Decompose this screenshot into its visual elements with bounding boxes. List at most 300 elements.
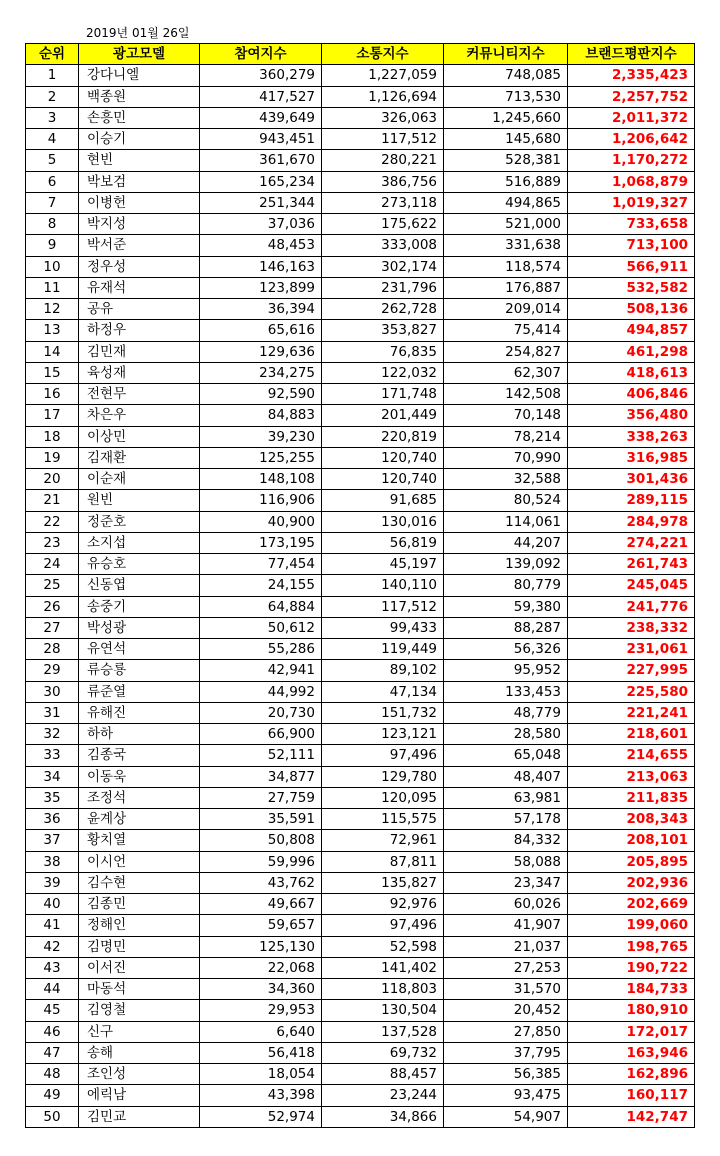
table-row	[26, 575, 695, 596]
cell-communication: 56,819	[322, 532, 444, 553]
cell-community: 254,827	[444, 341, 568, 362]
cell-communication: 386,756	[322, 171, 444, 192]
cell-rank: 35	[26, 787, 79, 808]
cell-community: 114,061	[444, 511, 568, 532]
cell-model: 조정석	[79, 787, 200, 808]
cell-rank: 11	[26, 277, 79, 298]
cell-communication: 87,811	[322, 851, 444, 872]
table-row	[26, 447, 695, 468]
table-row	[26, 362, 695, 383]
cell-model: 김명민	[79, 936, 200, 957]
cell-community: 713,530	[444, 86, 568, 107]
cell-community: 23,347	[444, 872, 568, 893]
cell-communication: 326,063	[322, 107, 444, 128]
cell-model: 현빈	[79, 150, 200, 171]
cell-model: 박보검	[79, 171, 200, 192]
cell-rank: 19	[26, 447, 79, 468]
cell-community: 78,214	[444, 426, 568, 447]
cell-communication: 273,118	[322, 192, 444, 213]
cell-participation: 59,996	[200, 851, 322, 872]
table-row	[26, 936, 695, 957]
cell-brand-index: 289,115	[568, 490, 695, 511]
cell-community: 80,779	[444, 575, 568, 596]
cell-participation: 129,636	[200, 341, 322, 362]
cell-brand-index: 208,343	[568, 809, 695, 830]
cell-community: 70,148	[444, 405, 568, 426]
cell-community: 95,952	[444, 660, 568, 681]
cell-participation: 6,640	[200, 1021, 322, 1042]
cell-communication: 151,732	[322, 702, 444, 723]
cell-community: 63,981	[444, 787, 568, 808]
table-row	[26, 171, 695, 192]
table-row	[26, 1042, 695, 1063]
cell-community: 44,207	[444, 532, 568, 553]
cell-brand-index: 221,241	[568, 702, 695, 723]
cell-communication: 69,732	[322, 1042, 444, 1063]
cell-community: 57,178	[444, 809, 568, 830]
cell-brand-index: 356,480	[568, 405, 695, 426]
cell-participation: 360,279	[200, 65, 322, 86]
cell-rank: 1	[26, 65, 79, 86]
header-participation: 참여지수	[200, 44, 322, 65]
cell-community: 133,453	[444, 681, 568, 702]
cell-communication: 118,803	[322, 979, 444, 1000]
table-row	[26, 957, 695, 978]
cell-rank: 26	[26, 596, 79, 617]
cell-participation: 234,275	[200, 362, 322, 383]
cell-participation: 34,360	[200, 979, 322, 1000]
table-row	[26, 107, 695, 128]
table-row	[26, 851, 695, 872]
cell-model: 유승호	[79, 554, 200, 575]
table-row	[26, 1064, 695, 1085]
cell-brand-index: 418,613	[568, 362, 695, 383]
cell-community: 54,907	[444, 1106, 568, 1127]
table-row	[26, 277, 695, 298]
cell-model: 박지성	[79, 214, 200, 235]
cell-brand-index: 238,332	[568, 617, 695, 638]
cell-model: 정우성	[79, 256, 200, 277]
cell-community: 62,307	[444, 362, 568, 383]
cell-rank: 16	[26, 384, 79, 405]
cell-participation: 43,762	[200, 872, 322, 893]
table-row	[26, 596, 695, 617]
table-row	[26, 469, 695, 490]
cell-brand-index: 274,221	[568, 532, 695, 553]
cell-participation: 56,418	[200, 1042, 322, 1063]
cell-model: 유재석	[79, 277, 200, 298]
cell-brand-index: 338,263	[568, 426, 695, 447]
cell-community: 142,508	[444, 384, 568, 405]
cell-communication: 262,728	[322, 299, 444, 320]
cell-participation: 55,286	[200, 639, 322, 660]
cell-brand-index: 184,733	[568, 979, 695, 1000]
table-row	[26, 681, 695, 702]
cell-participation: 52,974	[200, 1106, 322, 1127]
cell-community: 59,380	[444, 596, 568, 617]
table-row	[26, 1106, 695, 1127]
cell-community: 93,475	[444, 1085, 568, 1106]
cell-community: 118,574	[444, 256, 568, 277]
cell-model: 소지섭	[79, 532, 200, 553]
header-row	[26, 44, 695, 65]
cell-model: 유연석	[79, 639, 200, 660]
table-row	[26, 787, 695, 808]
cell-communication: 52,598	[322, 936, 444, 957]
cell-brand-index: 160,117	[568, 1085, 695, 1106]
cell-brand-index: 566,911	[568, 256, 695, 277]
cell-participation: 35,591	[200, 809, 322, 830]
cell-participation: 43,398	[200, 1085, 322, 1106]
cell-communication: 115,575	[322, 809, 444, 830]
cell-model: 송해	[79, 1042, 200, 1063]
cell-rank: 10	[26, 256, 79, 277]
cell-communication: 122,032	[322, 362, 444, 383]
cell-participation: 48,453	[200, 235, 322, 256]
cell-participation: 39,230	[200, 426, 322, 447]
cell-model: 마동석	[79, 979, 200, 1000]
cell-communication: 97,496	[322, 915, 444, 936]
table-row	[26, 426, 695, 447]
cell-rank: 25	[26, 575, 79, 596]
cell-participation: 27,759	[200, 787, 322, 808]
cell-communication: 130,504	[322, 1000, 444, 1021]
table-row	[26, 766, 695, 787]
cell-community: 145,680	[444, 129, 568, 150]
cell-rank: 37	[26, 830, 79, 851]
cell-community: 56,326	[444, 639, 568, 660]
cell-community: 331,638	[444, 235, 568, 256]
cell-participation: 251,344	[200, 192, 322, 213]
cell-community: 80,524	[444, 490, 568, 511]
cell-communication: 47,134	[322, 681, 444, 702]
table-row	[26, 660, 695, 681]
cell-rank: 31	[26, 702, 79, 723]
cell-communication: 171,748	[322, 384, 444, 405]
cell-community: 27,253	[444, 957, 568, 978]
cell-participation: 44,992	[200, 681, 322, 702]
cell-communication: 201,449	[322, 405, 444, 426]
cell-model: 조인성	[79, 1064, 200, 1085]
cell-rank: 3	[26, 107, 79, 128]
cell-rank: 33	[26, 745, 79, 766]
table-row	[26, 320, 695, 341]
cell-community: 28,580	[444, 724, 568, 745]
table-row	[26, 341, 695, 362]
cell-rank: 47	[26, 1042, 79, 1063]
cell-community: 41,907	[444, 915, 568, 936]
cell-model: 육성재	[79, 362, 200, 383]
cell-brand-index: 2,011,372	[568, 107, 695, 128]
cell-rank: 29	[26, 660, 79, 681]
cell-rank: 4	[26, 129, 79, 150]
cell-community: 65,048	[444, 745, 568, 766]
cell-rank: 23	[26, 532, 79, 553]
cell-rank: 21	[26, 490, 79, 511]
cell-communication: 99,433	[322, 617, 444, 638]
cell-brand-index: 208,101	[568, 830, 695, 851]
table-row	[26, 384, 695, 405]
cell-participation: 59,657	[200, 915, 322, 936]
cell-participation: 92,590	[200, 384, 322, 405]
cell-communication: 117,512	[322, 596, 444, 617]
cell-rank: 40	[26, 894, 79, 915]
cell-rank: 20	[26, 469, 79, 490]
cell-participation: 77,454	[200, 554, 322, 575]
cell-communication: 88,457	[322, 1064, 444, 1085]
header-model: 광고모델	[79, 44, 200, 65]
cell-model: 하정우	[79, 320, 200, 341]
cell-rank: 50	[26, 1106, 79, 1127]
cell-participation: 148,108	[200, 469, 322, 490]
cell-model: 김재환	[79, 447, 200, 468]
cell-brand-index: 532,582	[568, 277, 695, 298]
cell-model: 이승기	[79, 129, 200, 150]
cell-participation: 65,616	[200, 320, 322, 341]
table-row	[26, 724, 695, 745]
brand-reputation-table	[25, 43, 695, 1128]
cell-community: 1,245,660	[444, 107, 568, 128]
cell-brand-index: 225,580	[568, 681, 695, 702]
cell-rank: 43	[26, 957, 79, 978]
cell-participation: 361,670	[200, 150, 322, 171]
cell-brand-index: 2,257,752	[568, 86, 695, 107]
cell-communication: 302,174	[322, 256, 444, 277]
cell-participation: 84,883	[200, 405, 322, 426]
cell-model: 이시언	[79, 851, 200, 872]
cell-participation: 49,667	[200, 894, 322, 915]
cell-communication: 280,221	[322, 150, 444, 171]
cell-participation: 24,155	[200, 575, 322, 596]
cell-model: 김민재	[79, 341, 200, 362]
cell-brand-index: 461,298	[568, 341, 695, 362]
cell-participation: 439,649	[200, 107, 322, 128]
header-rank: 순위	[26, 44, 79, 65]
header-communication: 소통지수	[322, 44, 444, 65]
table-row	[26, 86, 695, 107]
cell-model: 이병헌	[79, 192, 200, 213]
cell-rank: 13	[26, 320, 79, 341]
cell-model: 신동엽	[79, 575, 200, 596]
table-row	[26, 745, 695, 766]
cell-rank: 28	[26, 639, 79, 660]
cell-participation: 125,130	[200, 936, 322, 957]
cell-communication: 97,496	[322, 745, 444, 766]
cell-rank: 32	[26, 724, 79, 745]
cell-communication: 353,827	[322, 320, 444, 341]
table-row	[26, 65, 695, 86]
cell-communication: 119,449	[322, 639, 444, 660]
cell-participation: 18,054	[200, 1064, 322, 1085]
cell-community: 528,381	[444, 150, 568, 171]
cell-communication: 72,961	[322, 830, 444, 851]
table-row	[26, 1085, 695, 1106]
cell-model: 손흥민	[79, 107, 200, 128]
cell-community: 88,287	[444, 617, 568, 638]
cell-communication: 76,835	[322, 341, 444, 362]
cell-rank: 2	[26, 86, 79, 107]
cell-participation: 22,068	[200, 957, 322, 978]
cell-rank: 42	[26, 936, 79, 957]
cell-model: 윤계상	[79, 809, 200, 830]
table-row	[26, 809, 695, 830]
table-row	[26, 150, 695, 171]
cell-rank: 45	[26, 1000, 79, 1021]
cell-rank: 18	[26, 426, 79, 447]
cell-participation: 42,941	[200, 660, 322, 681]
cell-participation: 66,900	[200, 724, 322, 745]
cell-model: 이동욱	[79, 766, 200, 787]
cell-model: 이서진	[79, 957, 200, 978]
cell-rank: 5	[26, 150, 79, 171]
cell-communication: 333,008	[322, 235, 444, 256]
cell-community: 176,887	[444, 277, 568, 298]
cell-brand-index: 198,765	[568, 936, 695, 957]
table-row	[26, 894, 695, 915]
cell-rank: 9	[26, 235, 79, 256]
cell-model: 원빈	[79, 490, 200, 511]
cell-communication: 231,796	[322, 277, 444, 298]
cell-community: 21,037	[444, 936, 568, 957]
cell-participation: 116,906	[200, 490, 322, 511]
cell-community: 748,085	[444, 65, 568, 86]
cell-brand-index: 1,019,327	[568, 192, 695, 213]
table-row	[26, 617, 695, 638]
table-row	[26, 554, 695, 575]
table-row	[26, 214, 695, 235]
cell-communication: 120,095	[322, 787, 444, 808]
cell-brand-index: 172,017	[568, 1021, 695, 1042]
cell-communication: 120,740	[322, 469, 444, 490]
cell-participation: 40,900	[200, 511, 322, 532]
cell-community: 209,014	[444, 299, 568, 320]
cell-model: 유해진	[79, 702, 200, 723]
cell-communication: 45,197	[322, 554, 444, 575]
cell-brand-index: 2,335,423	[568, 65, 695, 86]
table-row	[26, 639, 695, 660]
cell-rank: 36	[26, 809, 79, 830]
cell-model: 공유	[79, 299, 200, 320]
cell-model: 류준열	[79, 681, 200, 702]
cell-communication: 140,110	[322, 575, 444, 596]
cell-community: 20,452	[444, 1000, 568, 1021]
cell-model: 류승룡	[79, 660, 200, 681]
cell-community: 75,414	[444, 320, 568, 341]
cell-participation: 52,111	[200, 745, 322, 766]
cell-community: 56,385	[444, 1064, 568, 1085]
table-row	[26, 979, 695, 1000]
table-row	[26, 1021, 695, 1042]
cell-participation: 125,255	[200, 447, 322, 468]
cell-brand-index: 1,206,642	[568, 129, 695, 150]
cell-participation: 50,612	[200, 617, 322, 638]
cell-brand-index: 316,985	[568, 447, 695, 468]
header-brand-index: 브랜드평판지수	[568, 44, 695, 65]
cell-community: 521,000	[444, 214, 568, 235]
cell-rank: 15	[26, 362, 79, 383]
cell-rank: 7	[26, 192, 79, 213]
cell-communication: 92,976	[322, 894, 444, 915]
cell-participation: 165,234	[200, 171, 322, 192]
cell-model: 황치열	[79, 830, 200, 851]
table-row	[26, 702, 695, 723]
header-community: 커뮤니티지수	[444, 44, 568, 65]
cell-brand-index: 1,170,272	[568, 150, 695, 171]
cell-brand-index: 180,910	[568, 1000, 695, 1021]
table-row	[26, 405, 695, 426]
cell-model: 차은우	[79, 405, 200, 426]
cell-brand-index: 245,045	[568, 575, 695, 596]
cell-brand-index: 227,995	[568, 660, 695, 681]
cell-community: 60,026	[444, 894, 568, 915]
cell-communication: 120,740	[322, 447, 444, 468]
cell-communication: 1,227,059	[322, 65, 444, 86]
cell-community: 58,088	[444, 851, 568, 872]
cell-communication: 89,102	[322, 660, 444, 681]
cell-rank: 39	[26, 872, 79, 893]
table-row	[26, 1000, 695, 1021]
table-row	[26, 192, 695, 213]
cell-model: 정해인	[79, 915, 200, 936]
cell-brand-index: 231,061	[568, 639, 695, 660]
cell-participation: 50,808	[200, 830, 322, 851]
cell-community: 32,588	[444, 469, 568, 490]
cell-communication: 129,780	[322, 766, 444, 787]
cell-model: 김종국	[79, 745, 200, 766]
cell-model: 송중기	[79, 596, 200, 617]
cell-model: 강다니엘	[79, 65, 200, 86]
cell-participation: 20,730	[200, 702, 322, 723]
cell-brand-index: 218,601	[568, 724, 695, 745]
cell-brand-index: 214,655	[568, 745, 695, 766]
table-row	[26, 129, 695, 150]
cell-brand-index: 162,896	[568, 1064, 695, 1085]
table-row	[26, 830, 695, 851]
cell-brand-index: 142,747	[568, 1106, 695, 1127]
table-row	[26, 915, 695, 936]
cell-model: 김영철	[79, 1000, 200, 1021]
table-row	[26, 872, 695, 893]
cell-rank: 41	[26, 915, 79, 936]
cell-community: 27,850	[444, 1021, 568, 1042]
cell-brand-index: 494,857	[568, 320, 695, 341]
cell-model: 전현무	[79, 384, 200, 405]
cell-communication: 141,402	[322, 957, 444, 978]
cell-community: 516,889	[444, 171, 568, 192]
cell-communication: 175,622	[322, 214, 444, 235]
cell-model: 정준호	[79, 511, 200, 532]
cell-participation: 417,527	[200, 86, 322, 107]
cell-rank: 34	[26, 766, 79, 787]
cell-rank: 46	[26, 1021, 79, 1042]
cell-community: 37,795	[444, 1042, 568, 1063]
cell-rank: 17	[26, 405, 79, 426]
cell-rank: 12	[26, 299, 79, 320]
cell-communication: 220,819	[322, 426, 444, 447]
cell-participation: 34,877	[200, 766, 322, 787]
cell-brand-index: 205,895	[568, 851, 695, 872]
cell-brand-index: 199,060	[568, 915, 695, 936]
cell-rank: 24	[26, 554, 79, 575]
cell-participation: 36,394	[200, 299, 322, 320]
cell-brand-index: 261,743	[568, 554, 695, 575]
cell-rank: 48	[26, 1064, 79, 1085]
cell-model: 이상민	[79, 426, 200, 447]
cell-brand-index: 213,063	[568, 766, 695, 787]
cell-communication: 137,528	[322, 1021, 444, 1042]
table-row	[26, 235, 695, 256]
cell-rank: 8	[26, 214, 79, 235]
